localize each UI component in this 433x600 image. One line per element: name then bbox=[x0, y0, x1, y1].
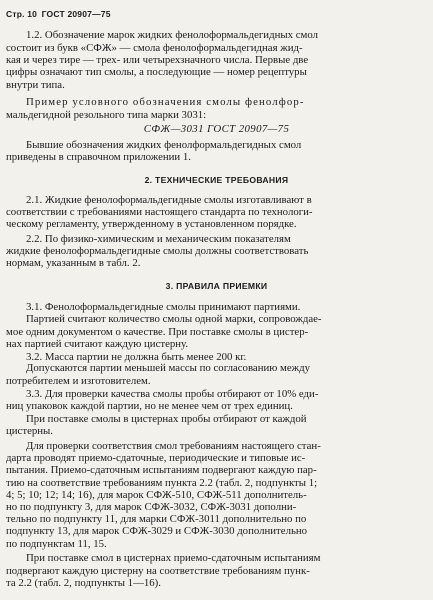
text-line: При поставке смолы в цистернах пробы отбирают от каждой bbox=[26, 413, 307, 425]
text-line: 3.2. Масса партии не должна быть менее 200 кг. bbox=[26, 351, 247, 363]
text-line: но по подпункту 3, для марок СФЖ-3032, СФЖ-3031 дополни- bbox=[6, 501, 297, 513]
text-line: цифры означают тип смолы, а последующие — номер рецептуры bbox=[6, 66, 307, 78]
text-line: та 2.2 (табл. 2, подпункты 1—16). bbox=[6, 577, 161, 589]
text-line: Бывшие обозначения жидких фенолформальдегидных смол bbox=[26, 139, 302, 151]
text-line: Пример условного обозначения смолы фенолфор- bbox=[26, 96, 305, 108]
text-line: цистерны. bbox=[6, 425, 53, 437]
text-line: При поставке смол в цистернах приемо-сдаточным испытаниям bbox=[26, 552, 321, 564]
text-line: кая и через тире — трех- или четырехзначного числа. Первые две bbox=[6, 54, 309, 66]
standard-code: ГОСТ 20907—75 bbox=[41, 9, 111, 19]
text-line: 3.1. Фенолоформальдегидные смолы принимают партиями. bbox=[26, 301, 301, 313]
section-heading: 2. ТЕХНИЧЕСКИЕ ТРЕБОВАНИЯ bbox=[144, 175, 289, 185]
text-line: тию на соответствие требованиям пункта 2.2 (табл. 2, подпункты 1; bbox=[6, 477, 318, 489]
text-line: 2.2. По физико-химическим и механическим показателям bbox=[26, 233, 291, 245]
text-line: тельно по подпункту 11, для марки СФЖ-3011 дополнительно по bbox=[6, 513, 307, 525]
page-header bbox=[6, 9, 113, 19]
text-line: ниц упаковок каждой партии, но не менее чем от трех единиц. bbox=[6, 400, 293, 412]
text-line: 2.1. Жидкие фенолоформальдегидные смолы изготавливают в bbox=[26, 194, 312, 206]
text-line: 3.3. Для проверки качества смолы пробы отбирают от 10% еди- bbox=[26, 388, 319, 400]
text-line: Допускаются партии меньшей массы по согласованию между bbox=[26, 362, 310, 374]
text-line: 4; 5; 10; 12; 14; 16), для марок СФЖ-510, СФЖ-511 дополнитель- bbox=[6, 489, 307, 501]
text-line: мальдегидной резольного типа марки 3031: bbox=[6, 109, 207, 121]
page-number: Стр. 10 bbox=[6, 9, 38, 19]
text-line: нах партией считают каждую цистерну. bbox=[6, 338, 189, 350]
text-line: подпункту 13, для марок СФЖ-3029 и СФЖ-3030 дополнительно bbox=[6, 525, 308, 537]
text-line: ческому регламенту, утвержденному в установленном порядке. bbox=[6, 218, 297, 230]
text-line: приведены в справочном приложении 1. bbox=[6, 151, 192, 163]
text-line: дарта проводят приемо-сдаточные, периодические и типовые ис- bbox=[6, 452, 306, 464]
text-line: потребителем и изготовителем. bbox=[6, 375, 151, 387]
text-line: внутри типа. bbox=[6, 79, 65, 91]
text-line: состоит из букв «СФЖ» — смола фенолоформальдегидная жид- bbox=[6, 42, 303, 54]
text-line: мое одним документом о качестве. При поставке смолы в цистер- bbox=[6, 326, 309, 338]
text-line: жидкие фенолоформальдегидные смолы должны соответствовать bbox=[6, 245, 309, 257]
designation-example: СФЖ—3031 ГОСТ 20907—75 bbox=[143, 123, 290, 135]
text-line: соответствии с требованиями настоящего стандарта по технологи- bbox=[6, 206, 313, 218]
text-line: Для проверки соответствия смол требованиям настоящего стан- bbox=[26, 440, 321, 452]
text-line: Партией считают количество смолы одной марки, сопровождае- bbox=[26, 313, 322, 325]
text-line: 1.2. Обозначение марок жидких фенолоформальдегидных смол bbox=[26, 29, 318, 41]
text-line: подвергают каждую цистерну на соответствие требованиям пунк- bbox=[6, 565, 310, 577]
text-line: пытания. Приемо-сдаточным испытаниям подвергают каждую пар- bbox=[6, 464, 317, 476]
section-heading: 3. ПРАВИЛА ПРИЕМКИ bbox=[165, 281, 268, 291]
text-line: по подпунктам 11, 15. bbox=[6, 538, 107, 550]
text-line: нормам, указанным в табл. 2. bbox=[6, 257, 141, 269]
